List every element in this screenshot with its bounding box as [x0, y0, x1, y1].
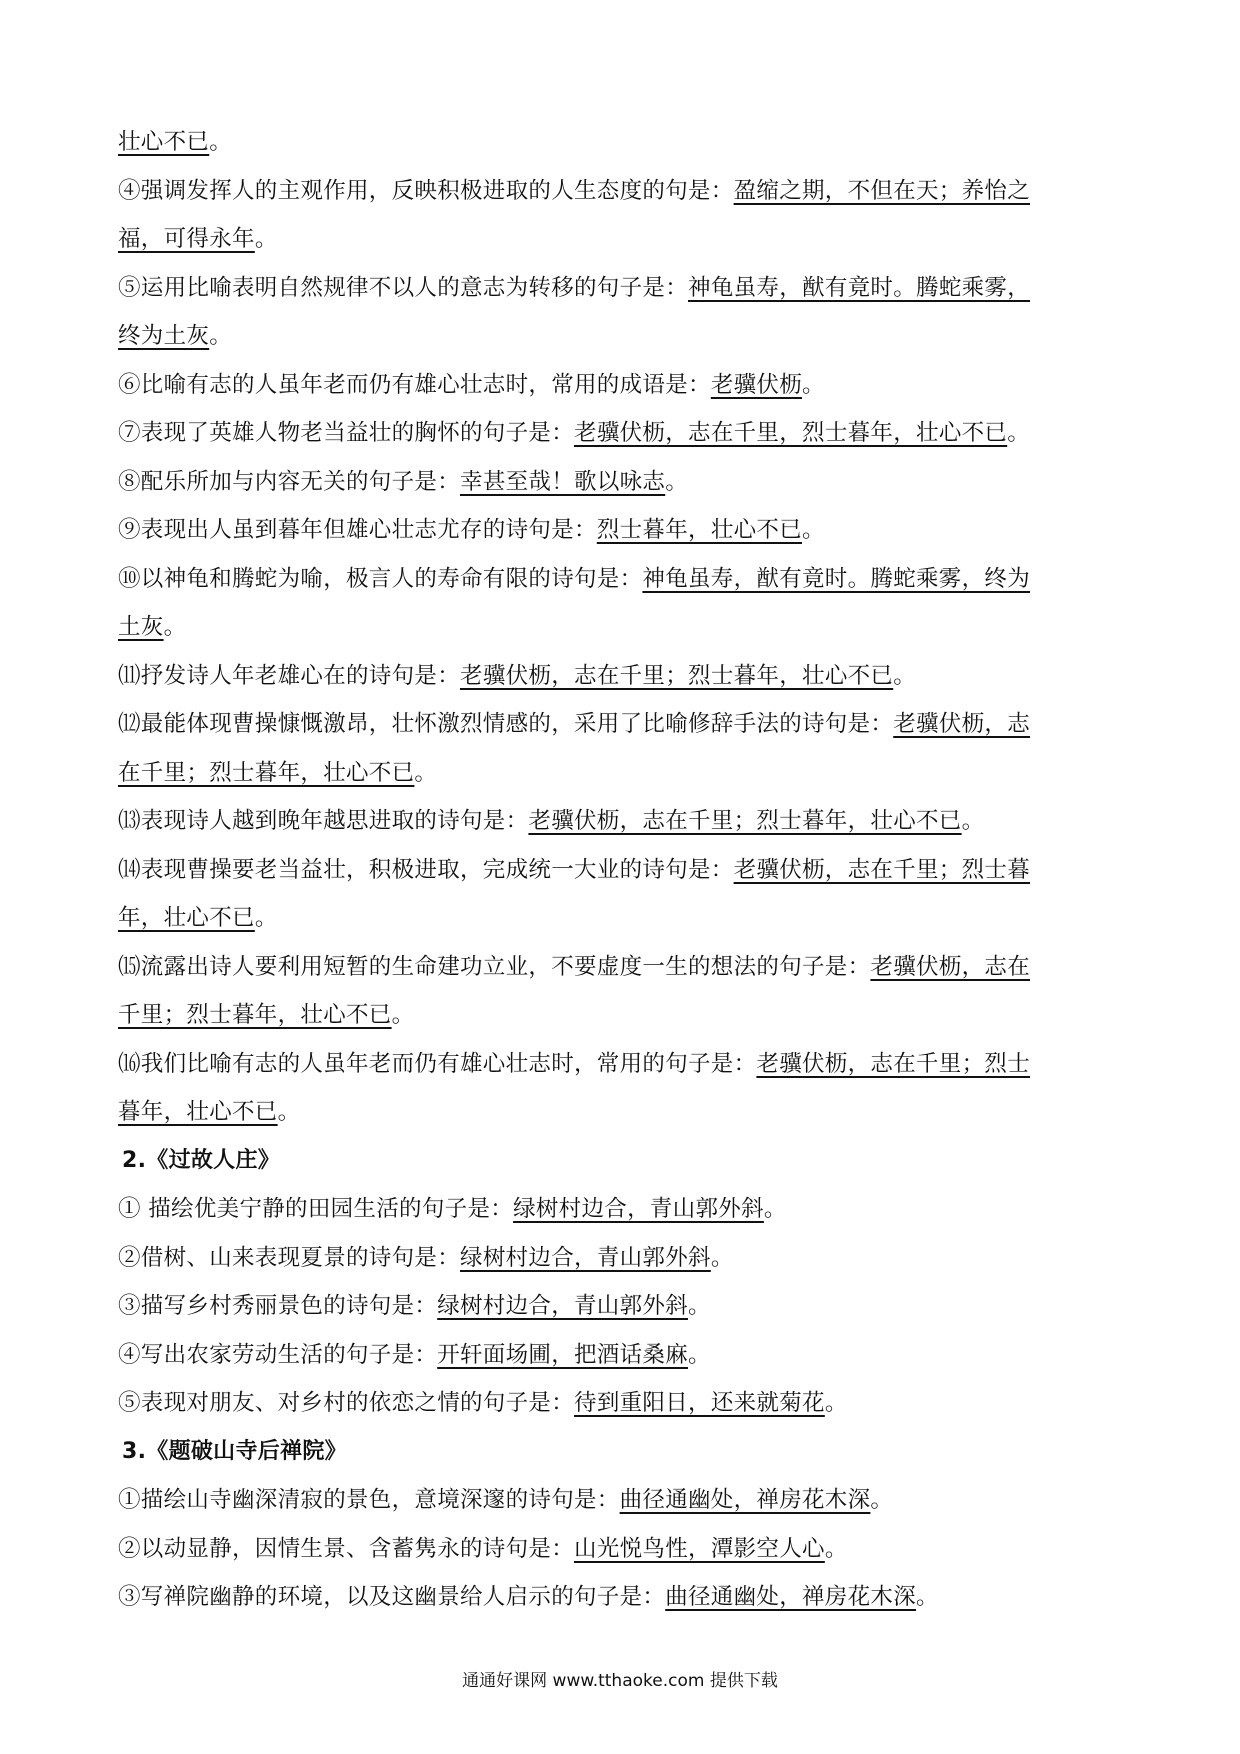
answer-text: 神龟虽寿，猷有竟时。腾蛇乘雾，终为 [642, 565, 1031, 592]
question-text: ⑩以神龟和腾蛇为喻，极言人的寿命有限的诗句是： [118, 565, 643, 592]
punctuation: 。 [893, 662, 917, 689]
answer-text: 千里；烈士暮年，壮心不已 [118, 1002, 392, 1028]
text-line [118, 846, 1128, 895]
answer-text: 终为土灰 [118, 323, 210, 349]
answer-text: 幸甚至哉！歌以咏志 [460, 468, 666, 495]
punctuation: 。 [209, 129, 233, 155]
question-text: ⒃我们比喻有志的人虽年老而仍有雄心壮志时，常用的句子是： [118, 1050, 757, 1077]
punctuation: 。 [824, 1390, 848, 1416]
text-line [118, 118, 1128, 167]
answer-text: 土灰 [118, 614, 164, 640]
punctuation: 。 [254, 905, 278, 931]
punctuation: 。 [916, 1584, 939, 1610]
heading-text: 2.《过故人庄》 [122, 1147, 281, 1173]
question-text: ④写出农家劳动生活的句子是： [118, 1341, 438, 1368]
punctuation: 。 [763, 1196, 787, 1222]
question-text: ②借树、山来表现夏景的诗句是： [118, 1244, 461, 1271]
text-line [118, 991, 1128, 1040]
answer-text: 年，壮心不已 [118, 905, 255, 931]
answer-text: 烈士暮年，壮心不已 [596, 517, 803, 543]
punctuation: 。 [710, 1244, 734, 1271]
text-line [118, 894, 1128, 943]
question-text: ⒁表现曹操要老当益壮，积极进取，完成统一大业的诗句是： [118, 856, 734, 883]
text-line [118, 603, 1128, 652]
answer-text: 在千里；烈士暮年，壮心不已 [118, 759, 415, 786]
text-line [118, 1573, 1128, 1622]
text-line [118, 1234, 1128, 1283]
text-line [118, 797, 1128, 846]
punctuation: 。 [209, 323, 233, 349]
answer-text: 老骥伏枥，志在千里；烈士 [756, 1050, 1031, 1077]
question-text: ⑾抒发诗人年老雄心在的诗句是： [118, 662, 461, 689]
answer-text: 开轩面场圃，把酒话桑麻 [437, 1341, 689, 1368]
punctuation: 。 [414, 759, 438, 786]
text-line [118, 361, 1128, 410]
punctuation: 。 [688, 1341, 711, 1368]
text-line [118, 555, 1128, 604]
answer-text: 老骥伏枥，志在 [870, 953, 1031, 980]
text-line [118, 506, 1128, 555]
text-line [118, 1040, 1128, 1089]
question-text: ③描写乡村秀丽景色的诗句是： [118, 1293, 438, 1319]
question-text: ⑨表现出人虽到暮年但雄心壮志尤存的诗句是： [118, 517, 597, 543]
answer-text: 绿树村边合，青山郭外斜 [437, 1293, 689, 1319]
punctuation: 。 [254, 226, 278, 252]
answer-text: 老骥伏枥，志在千里；烈士暮年，壮心不已 [528, 808, 962, 834]
punctuation: 。 [688, 1293, 711, 1319]
text-line [118, 1282, 1128, 1331]
punctuation: 。 [391, 1002, 415, 1028]
punctuation: 。 [802, 371, 825, 398]
text-line [118, 264, 1128, 313]
text-line [118, 1088, 1128, 1137]
question-text: ②以动显静，因情生景、含蓄隽永的诗句是： [118, 1535, 575, 1562]
punctuation: 。 [163, 614, 187, 640]
text-line [118, 1476, 1128, 1525]
heading-text: 3.《题破山寺后禅院》 [122, 1438, 347, 1464]
text-line [118, 700, 1128, 749]
section-heading [118, 1137, 1128, 1186]
text-line [118, 409, 1128, 458]
question-text: ⒂流露出诗人要利用短暂的生命建功立业，不要虚度一生的想法的句子是： [118, 953, 871, 980]
question-text: ⑥比喻有志的人虽年老而仍有雄心壮志时，常用的成语是： [118, 371, 711, 398]
text-line [118, 749, 1128, 798]
question-text: ①描绘山寺幽深清寂的景色，意境深邃的诗句是： [118, 1487, 620, 1513]
text-line [118, 215, 1128, 264]
question-text: ⑤运用比喻表明自然规律不以人的意志为转移的句子是： [118, 274, 689, 301]
answer-text: 壮心不已 [118, 129, 210, 155]
question-text: ⑦表现了英雄人物老当益壮的胸怀的句子是： [118, 420, 575, 446]
answer-text: 盈缩之期，不但在天；养怡之 [733, 177, 1031, 204]
document-body [118, 118, 1128, 1622]
answer-text: 老骥伏枥，志在千里，烈士暮年，壮心不已 [574, 420, 1008, 446]
page-footer: 通通好课网 www.tthaoke.com 提供下载 [462, 1671, 778, 1691]
text-line [118, 652, 1128, 701]
text-line [118, 943, 1128, 992]
question-text: ⒀表现诗人越到晚年越思进取的诗句是： [118, 808, 529, 834]
answer-text: 曲径通幽处，禅房花木深 [619, 1487, 871, 1513]
punctuation: 。 [1007, 420, 1031, 446]
text-line [118, 167, 1128, 216]
answer-text: 曲径通幽处，禅房花木深 [665, 1584, 917, 1610]
question-text: ⑿最能体现曹操慷慨激昂，壮怀激烈情感的，采用了比喻修辞手法的诗句是： [118, 711, 894, 737]
punctuation: 。 [665, 468, 689, 495]
question-text: ⑧配乐所加与内容无关的句子是： [118, 468, 461, 495]
answer-text: 待到重阳日，还来就菊花 [574, 1390, 825, 1416]
punctuation: 。 [961, 808, 985, 834]
punctuation: 。 [802, 517, 825, 543]
text-line [118, 312, 1128, 361]
punctuation: 。 [870, 1487, 894, 1513]
answer-text: 老骥伏枥，志在千里；烈士暮年，壮心不已 [460, 662, 894, 689]
punctuation: 。 [824, 1535, 848, 1562]
answer-text: 老骥伏枥，志在千里；烈士暮 [733, 856, 1031, 883]
answer-text: 老骥伏枥 [710, 371, 803, 398]
question-text: ⑤表现对朋友、对乡村的依恋之情的句子是： [118, 1390, 575, 1416]
answer-text: 老骥伏枥，志 [893, 711, 1031, 737]
answer-text: 神龟虽寿，猷有竟时。腾蛇乘雾， [688, 274, 1031, 301]
punctuation: 。 [277, 1099, 301, 1125]
question-text: ③写禅院幽静的环境，以及这幽景给人启示的句子是： [118, 1584, 666, 1610]
section-heading [118, 1428, 1128, 1477]
answer-text: 暮年，壮心不已 [118, 1099, 278, 1125]
text-line [118, 1525, 1128, 1574]
text-line [118, 1185, 1128, 1234]
answer-text: 绿树村边合，青山郭外斜 [460, 1244, 711, 1271]
answer-text: 福，可得永年 [118, 226, 255, 252]
text-line [118, 458, 1128, 507]
question-text: ① 描绘优美宁静的田园生活的句子是： [118, 1196, 514, 1222]
question-text: ④强调发挥人的主观作用，反映积极进取的人生态度的句是： [118, 177, 734, 204]
answer-text: 绿树村边合，青山郭外斜 [513, 1196, 764, 1222]
text-line [118, 1379, 1128, 1428]
answer-text: 山光悦鸟性，潭影空人心 [574, 1535, 825, 1562]
text-line [118, 1331, 1128, 1380]
